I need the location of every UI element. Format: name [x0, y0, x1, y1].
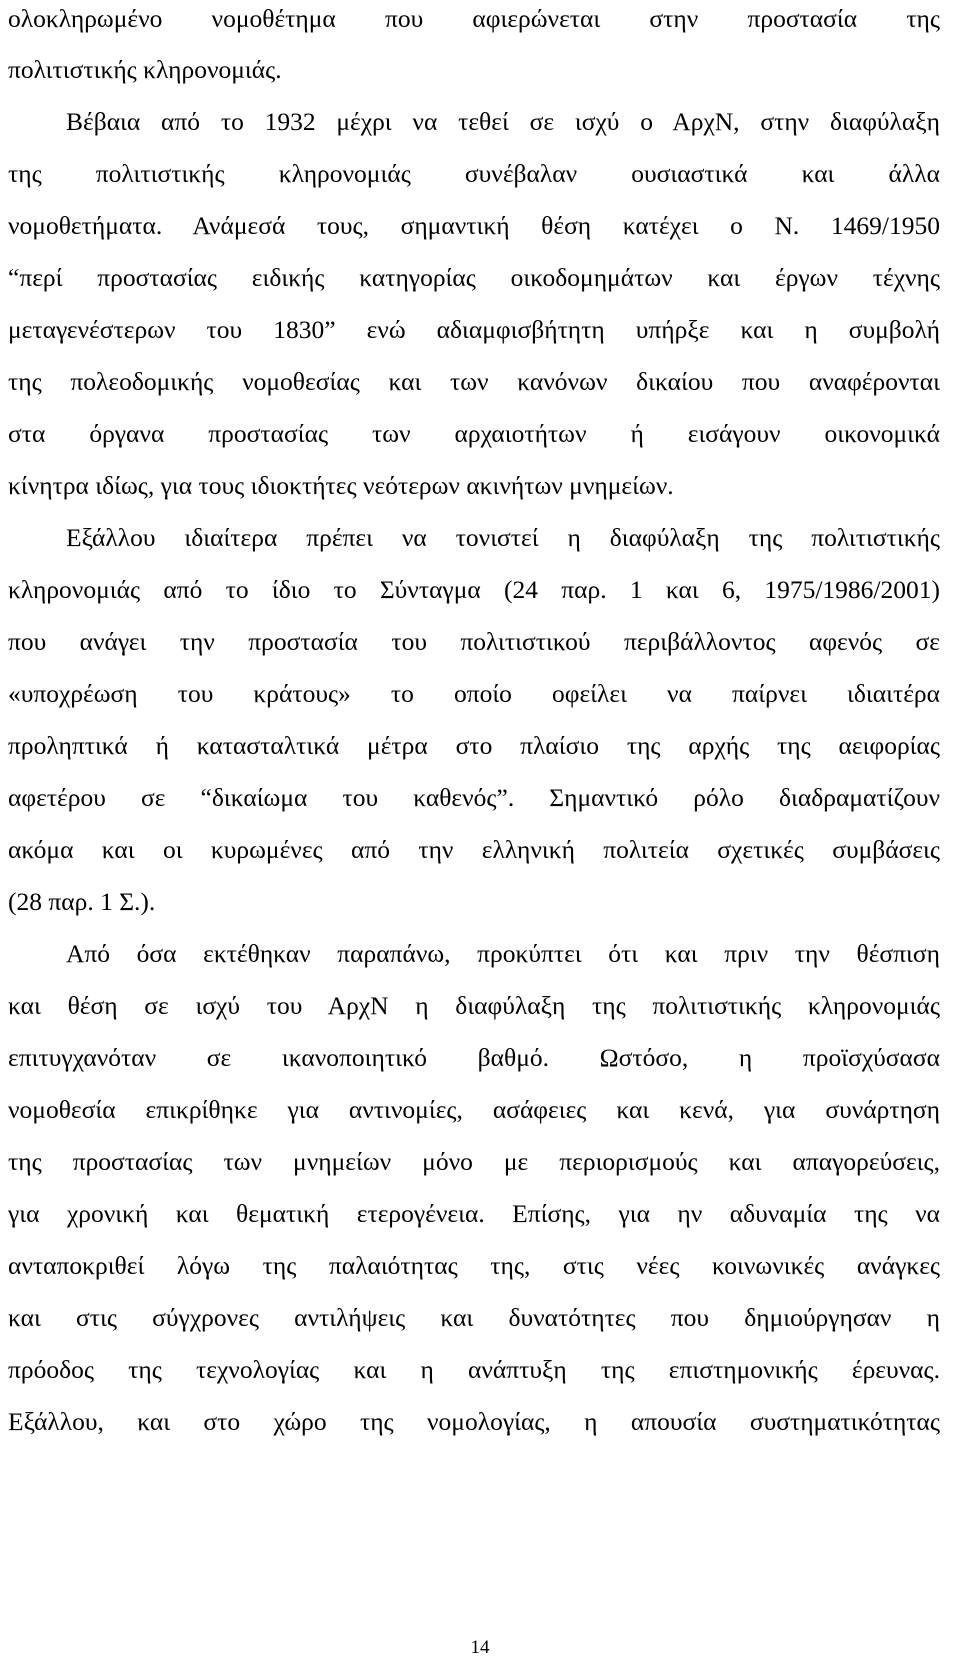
- text-line: της πολιτιστικής κληρονομιάς συνέβαλαν ουσιαστικά και άλλα: [8, 159, 940, 188]
- text-line: Εξάλλου, και στο χώρο της νομολογίας, η απουσία συστηματικότητας: [8, 1407, 940, 1436]
- text-line: «υποχρέωση του κράτους» το οποίο οφείλει να παίρνει ιδιαιτέρα: [8, 679, 940, 708]
- text-line: που ανάγει την προστασία του πολιτιστικού περιβάλλοντος αφενός σε: [8, 627, 940, 656]
- text-line: και στις σύγχρονες αντιλήψεις και δυνατότητες που δημιούργησαν η: [8, 1303, 940, 1332]
- text-line: μεταγενέστερων του 1830” ενώ αδιαμφισβήτητη υπήρξε και η συμβολή: [8, 315, 940, 344]
- text-line: Βέβαια από το 1932 μέχρι να τεθεί σε ισχύ ο ΑρχΝ, στην διαφύλαξη: [66, 107, 940, 136]
- text-line: για χρονική και θεματική ετερογένεια. Επίσης, για ην αδυναμία της να: [8, 1199, 940, 1228]
- text-line: ανταποκριθεί λόγω της παλαιότητας της, στις νέες κοινωνικές ανάγκες: [8, 1251, 940, 1280]
- page-number: 14: [470, 1637, 490, 1658]
- text-line: Εξάλλου ιδιαίτερα πρέπει να τονιστεί η διαφύλαξη της πολιτιστικής: [66, 523, 940, 552]
- text-line: πολιτιστικής κληρονομιάς.: [8, 55, 282, 84]
- text-line: νομοθετήματα. Ανάμεσά τους, σημαντική θέση κατέχει ο Ν. 1469/1950: [8, 211, 940, 240]
- text-line: πρόοδος της τεχνολογίας και η ανάπτυξη της επιστημονικής έρευνας.: [8, 1355, 940, 1384]
- text-line: κληρονομιάς από το ίδιο το Σύνταγμα (24 παρ. 1 και 6, 1975/1986/2001): [8, 575, 940, 604]
- text-line: Από όσα εκτέθηκαν παραπάνω, προκύπτει ότι και πριν την θέσπιση: [66, 939, 940, 968]
- text-line: στα όργανα προστασίας των αρχαιοτήτων ή εισάγουν οικονομικά: [8, 419, 940, 448]
- text-line: αφετέρου σε “δικαίωμα του καθενός”. Σημαντικό ρόλο διαδραματίζουν: [8, 783, 940, 812]
- text-line: και θέση σε ισχύ του ΑρχΝ η διαφύλαξη της πολιτιστικής κληρονομιάς: [8, 991, 940, 1020]
- text-line: επιτυγχανόταν σε ικανοποιητικό βαθμό. Ωστόσο, η προϊσχύσασα: [8, 1043, 940, 1072]
- text-line: κίνητρα ιδίως, για τους ιδιοκτήτες νεότερων ακινήτων μνημείων.: [8, 471, 674, 500]
- text-line: της πολεοδομικής νομοθεσίας και των κανόνων δικαίου που αναφέρονται: [8, 367, 940, 396]
- text-line: ακόμα και οι κυρωμένες από την ελληνική πολιτεία σχετικές συμβάσεις: [8, 835, 940, 864]
- text-line: προληπτικά ή κατασταλτικά μέτρα στο πλαίσιο της αρχής της αειφορίας: [8, 731, 940, 760]
- text-line: “περί προστασίας ειδικής κατηγορίας οικοδομημάτων και έργων τέχνης: [8, 263, 940, 292]
- text-line: ολοκληρωμένο νομοθέτημα που αφιερώνεται στην προστασία της: [8, 4, 940, 33]
- text-line: της προστασίας των μνημείων μόνο με περιορισμούς και απαγορεύσεις,: [8, 1147, 940, 1176]
- text-line: (28 παρ. 1 Σ.).: [8, 887, 156, 916]
- text-line: νομοθεσία επικρίθηκε για αντινομίες, ασάφειες και κενά, για συνάρτηση: [8, 1095, 940, 1124]
